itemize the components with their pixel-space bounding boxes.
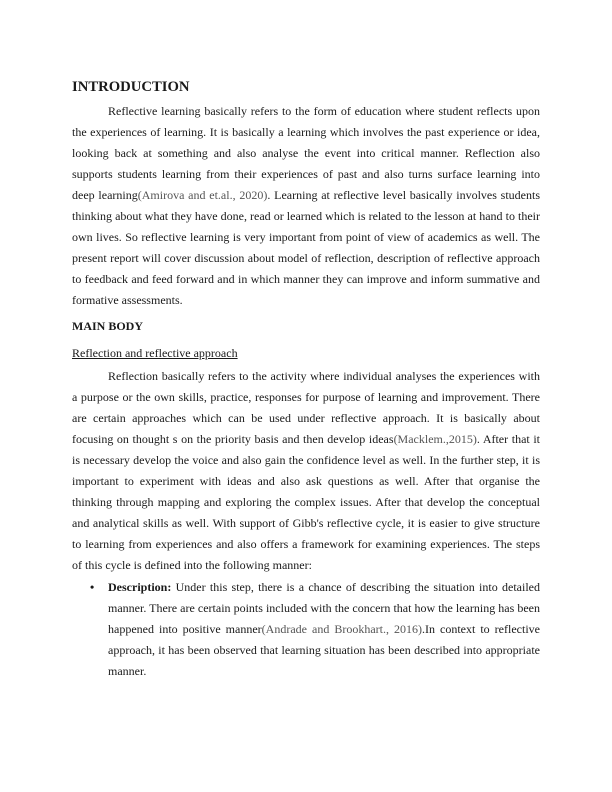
introduction-heading: INTRODUCTION [72, 79, 190, 95]
main-body-heading: MAIN BODY [72, 319, 143, 333]
gibbs-steps-list [72, 577, 540, 682]
intro-text-1: Reflective learning basically refers to the form of education where student reflects upon the experiences of learning. It is basically a learning which involves the past experience or idea, looking back at something and also analyse the event into critical manner. Reflection also supports students learning from their experiences of past and also turns surface learning into deep learning [72, 104, 540, 202]
reflection-citation: (Macklem.,2015) [393, 432, 477, 446]
introduction-paragraph [72, 101, 540, 311]
reflection-text-1: Reflection basically refers to the activity where individual analyses the experiences with a purpose or the own skills, practice, responses for purpose of learning and improvement. There are certain approaches which can be used under reflective approach. It is basically about focusing on thought s on the priority basis and then develop ideas [72, 369, 540, 446]
reflection-paragraph [72, 366, 540, 576]
list-item-description [90, 577, 540, 682]
intro-citation: (Amirova and et.al., 2020) [137, 188, 268, 202]
list-item-citation: (Andrade and Brookhart., 2016) [261, 622, 422, 636]
intro-text-2: . Learning at reflective level basically involves students thinking about what they have done, read or learned which is related to the lesson at hand to their own lives. So reflective learning is very important from point of view of academics as well. The present report will cover discussion about model of reflection, description of reflective approach to feedback and feed forward and in which manner they can improve and inform summative and formative assessments. [72, 188, 540, 307]
reflection-text-2: . After that it is necessary develop the voice and also gain the confidence level as well. In the further step, it is important to experiment with ideas and also ask questions as well. After that organise the thinking through mapping and exploring the complex issues. After that develop the conceptual and analytical skills as well. With support of Gibb's reflective cycle, it is easier to give structure to learning from experiences and also offers a framework for examining experiences. The steps of this cycle is defined into the following manner: [72, 432, 540, 572]
list-item-text-2: .In context to reflective approach, it has been observed that learning situation has been described into appropriate manner. [108, 622, 540, 678]
bullet-icon: • [90, 580, 95, 594]
reflection-subheading: Reflection and reflective approach [72, 346, 238, 360]
list-item-term: Description: [108, 580, 172, 594]
list-item-text-1: Under this step, there is a chance of describing the situation into detailed manner. There are certain points included with the concern that how the learning has been happened into positive manner [108, 580, 540, 636]
